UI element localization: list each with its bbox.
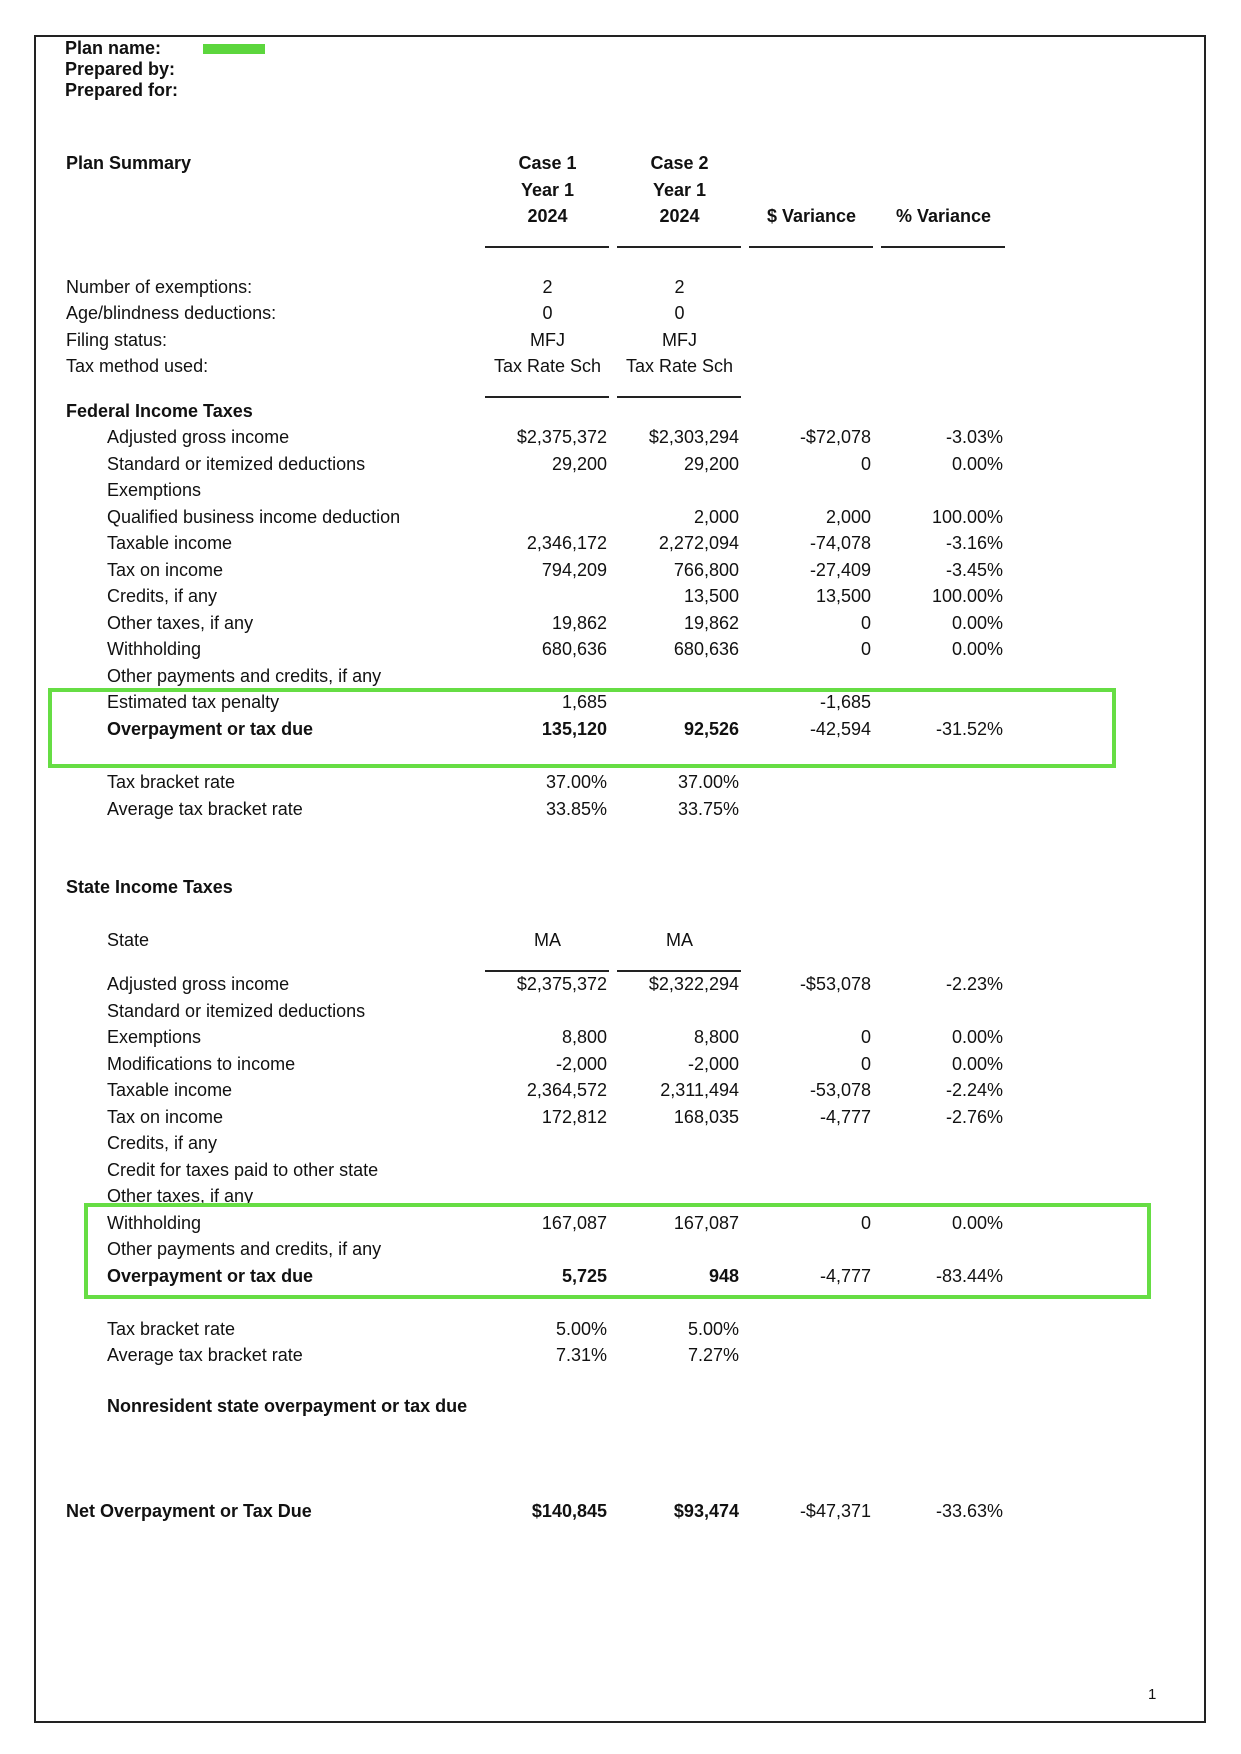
row-label: Other taxes, if any [107, 613, 254, 633]
row-label: Average tax bracket rate [107, 799, 303, 819]
dollar-variance-value: 13,500 [815, 586, 871, 606]
header-rule [485, 246, 609, 248]
state-title: State Income Taxes [66, 877, 233, 897]
dollar-variance-value: 0 [860, 454, 871, 474]
case2-value: 948 [708, 1266, 739, 1286]
pct-variance-value: 0.00% [951, 1027, 1003, 1047]
case1-value: 172,812 [541, 1107, 607, 1127]
net-case1: $140,845 [531, 1501, 607, 1521]
dollar-variance-value: -74,078 [809, 533, 871, 553]
case1-value: 2 [542, 277, 553, 297]
dollar-variance-value: 0 [860, 1213, 871, 1233]
federal-title: Federal Income Taxes [66, 401, 253, 421]
case1-value: 135,120 [541, 719, 607, 739]
row-label: Estimated tax penalty [107, 692, 280, 712]
row-label: Tax method used: [66, 356, 209, 376]
dollar-variance-value: -4,777 [819, 1107, 871, 1127]
pct-variance-value: -83.44% [935, 1266, 1003, 1286]
pct-variance-header: % Variance [895, 206, 992, 226]
row-label: Adjusted gross income [107, 974, 290, 994]
case1-value: -2,000 [555, 1054, 607, 1074]
case2-value: 2 [674, 277, 685, 297]
case2-value: MFJ [662, 330, 697, 350]
case2-value: 8,800 [693, 1027, 739, 1047]
pct-variance-value: 0.00% [951, 1213, 1003, 1233]
net-case2: $93,474 [673, 1501, 739, 1521]
prepared-for-label: Prepared for: [65, 80, 179, 100]
dollar-variance-value: 0 [860, 613, 871, 633]
row-label: Standard or itemized deductions [107, 1001, 366, 1021]
pct-variance-value: -2.24% [945, 1080, 1003, 1100]
prepared-by-label: Prepared by: [65, 59, 176, 79]
case2-value: 92,526 [683, 719, 739, 739]
plan-name-label: Plan name: [65, 38, 162, 58]
case1-name: Case 1 [518, 153, 577, 173]
row-label: Withholding [107, 1213, 202, 1233]
case2-year: Year 1 [652, 180, 707, 200]
federal-highlight-box [48, 688, 1116, 768]
case1-value: $2,375,372 [516, 974, 607, 994]
pct-variance-value: -2.23% [945, 974, 1003, 994]
case1-yr: 2024 [527, 206, 568, 226]
case2-value: 2,272,094 [658, 533, 739, 553]
case1-value: 1,685 [561, 692, 607, 712]
dollar-variance-value: -53,078 [809, 1080, 871, 1100]
section-rule [485, 396, 609, 398]
pct-variance-value: 0.00% [951, 454, 1003, 474]
state-rule [617, 970, 741, 972]
case2-value: $2,322,294 [648, 974, 739, 994]
case1-value: 2,364,572 [526, 1080, 607, 1100]
row-label: Modifications to income [107, 1054, 296, 1074]
case1-value: 167,087 [541, 1213, 607, 1233]
case2-yr: 2024 [659, 206, 700, 226]
pct-variance-value: 100.00% [931, 586, 1003, 606]
dollar-variance-value: -4,777 [819, 1266, 871, 1286]
case2-value: 168,035 [673, 1107, 739, 1127]
row-label: Other taxes, if any [107, 1186, 254, 1206]
case1-value: 5.00% [555, 1319, 607, 1339]
nonresident-label: Nonresident state overpayment or tax due [107, 1396, 468, 1416]
case2-name: Case 2 [650, 153, 709, 173]
state-label: State [107, 930, 150, 950]
row-label: Exemptions [107, 480, 202, 500]
case1-value: 2,346,172 [526, 533, 607, 553]
section-rule [617, 396, 741, 398]
case2-value: Tax Rate Sch [625, 356, 734, 376]
case2-value: 2,000 [693, 507, 739, 527]
row-label: Filing status: [66, 330, 168, 350]
pct-variance-value: -2.76% [945, 1107, 1003, 1127]
case1-value: 19,862 [551, 613, 607, 633]
pct-variance-value: 0.00% [951, 639, 1003, 659]
row-label: Tax bracket rate [107, 1319, 236, 1339]
case1-value: MFJ [530, 330, 565, 350]
row-label: Withholding [107, 639, 202, 659]
dollar-variance-header: $ Variance [766, 206, 857, 226]
row-label: Age/blindness deductions: [66, 303, 277, 323]
case1-value: 7.31% [555, 1345, 607, 1365]
row-label: Overpayment or tax due [107, 1266, 314, 1286]
pct-variance-value: -3.45% [945, 560, 1003, 580]
case1-value: Tax Rate Sch [493, 356, 602, 376]
plan-summary-title: Plan Summary [66, 153, 192, 173]
dollar-variance-value: -27,409 [809, 560, 871, 580]
case2-value: 29,200 [683, 454, 739, 474]
row-label: Number of exemptions: [66, 277, 253, 297]
case1-value: 33.85% [545, 799, 607, 819]
case1-value: 794,209 [541, 560, 607, 580]
net-label: Net Overpayment or Tax Due [66, 1501, 312, 1521]
row-label: Taxable income [107, 533, 233, 553]
dollar-variance-value: 2,000 [825, 507, 871, 527]
pct-variance-value: -3.03% [945, 427, 1003, 447]
case2-value: -2,000 [687, 1054, 739, 1074]
header-rule [881, 246, 1005, 248]
row-label: Standard or itemized deductions [107, 454, 366, 474]
row-label: Tax on income [107, 1107, 224, 1127]
row-label: Tax bracket rate [107, 772, 236, 792]
row-label: Other payments and credits, if any [107, 1239, 382, 1259]
case2-value: 7.27% [687, 1345, 739, 1365]
case2-value: 37.00% [677, 772, 739, 792]
dollar-variance-value: -$72,078 [799, 427, 871, 447]
dollar-variance-value: 0 [860, 1054, 871, 1074]
pct-variance-value: 0.00% [951, 1054, 1003, 1074]
pct-variance-value: -3.16% [945, 533, 1003, 553]
header-rule [749, 246, 873, 248]
dollar-variance-value: -1,685 [819, 692, 871, 712]
net-pct-variance: -33.63% [935, 1501, 1003, 1521]
row-label: Taxable income [107, 1080, 233, 1100]
row-label: Adjusted gross income [107, 427, 290, 447]
pct-variance-value: -31.52% [935, 719, 1003, 739]
case2-value: 13,500 [683, 586, 739, 606]
case1-value: 5,725 [561, 1266, 607, 1286]
row-label: Other payments and credits, if any [107, 666, 382, 686]
row-label: Tax on income [107, 560, 224, 580]
case1-value: $2,375,372 [516, 427, 607, 447]
case1-value: 0 [542, 303, 553, 323]
case2-value: 680,636 [673, 639, 739, 659]
state-case2: MA [666, 930, 693, 950]
case2-value: 19,862 [683, 613, 739, 633]
state-rule [485, 970, 609, 972]
row-label: Credits, if any [107, 1133, 218, 1153]
page-number: 1 [1148, 1686, 1157, 1703]
row-label: Credits, if any [107, 586, 218, 606]
case1-value: 29,200 [551, 454, 607, 474]
case2-value: 5.00% [687, 1319, 739, 1339]
pct-variance-value: 100.00% [931, 507, 1003, 527]
dollar-variance-value: -42,594 [809, 719, 871, 739]
case2-value: 0 [674, 303, 685, 323]
dollar-variance-value: 0 [860, 639, 871, 659]
case2-value: 167,087 [673, 1213, 739, 1233]
row-label: Credit for taxes paid to other state [107, 1160, 379, 1180]
net-dollar-variance: -$47,371 [799, 1501, 871, 1521]
dollar-variance-value: 0 [860, 1027, 871, 1047]
row-label: Average tax bracket rate [107, 1345, 303, 1365]
header-rule [617, 246, 741, 248]
row-label: Overpayment or tax due [107, 719, 314, 739]
dollar-variance-value: -$53,078 [799, 974, 871, 994]
case2-value: $2,303,294 [648, 427, 739, 447]
case2-value: 2,311,494 [660, 1080, 739, 1100]
case1-value: 680,636 [541, 639, 607, 659]
row-label: Qualified business income deduction [107, 507, 401, 527]
state-highlight-box [84, 1203, 1151, 1299]
pct-variance-value: 0.00% [951, 613, 1003, 633]
case1-value: 37.00% [545, 772, 607, 792]
state-case1: MA [534, 930, 561, 950]
case1-value: 8,800 [561, 1027, 607, 1047]
case2-value: 766,800 [673, 560, 739, 580]
row-label: Exemptions [107, 1027, 202, 1047]
case1-year: Year 1 [520, 180, 575, 200]
case2-value: 33.75% [677, 799, 739, 819]
